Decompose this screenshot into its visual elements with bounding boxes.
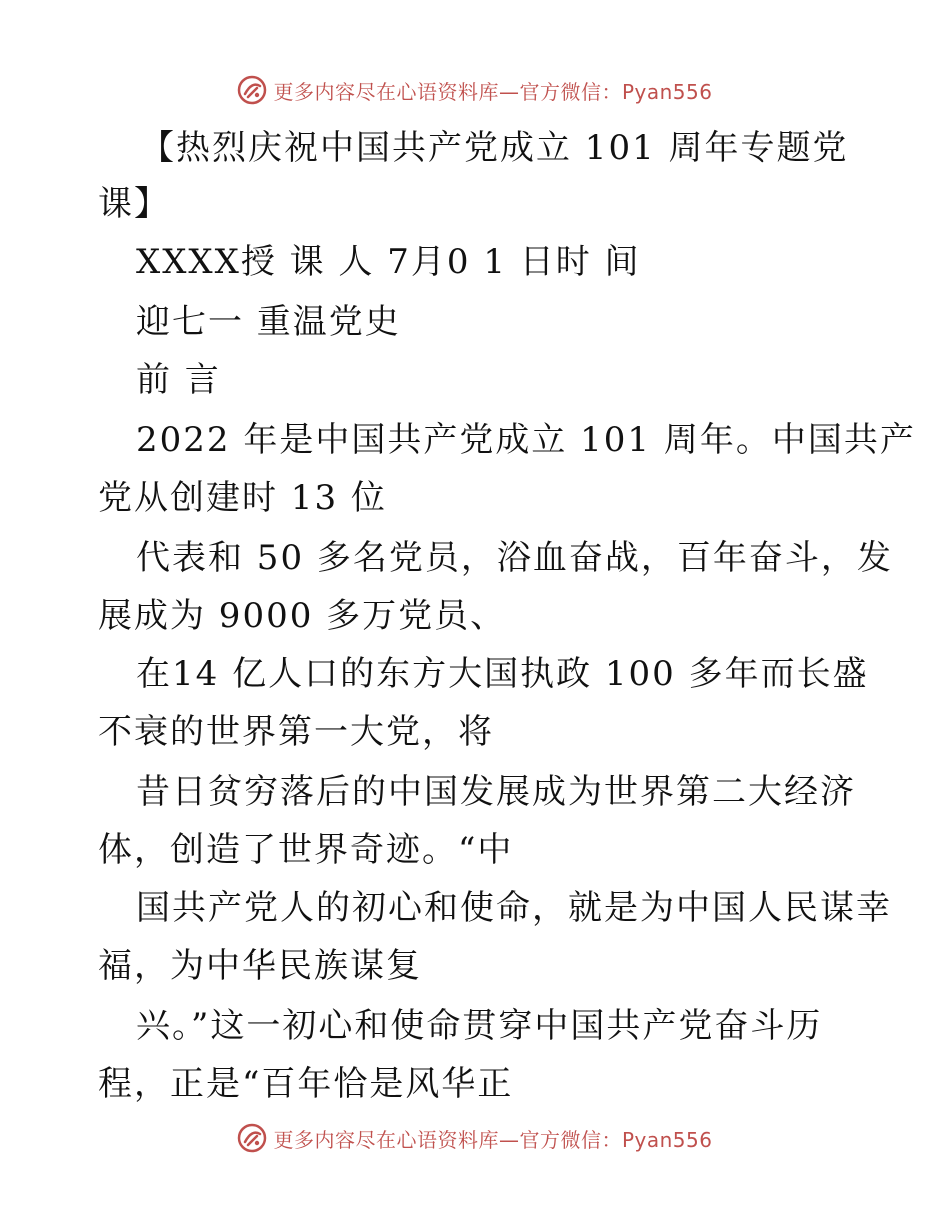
footer-watermark xyxy=(0,1118,950,1158)
paragraph-line: 党从创建时 13 位 xyxy=(98,478,387,518)
paragraph-line: 福，为中华民族谋复 xyxy=(98,946,422,986)
paragraph-line: 国共产党人的初心和使命，就是为中国人民谋幸 xyxy=(136,888,892,928)
subtitle-line: 迎七一 重温党史 xyxy=(136,302,401,342)
lecture-info-line: XXXX授 课 人 7月0 1 日时 间 xyxy=(136,242,641,282)
paragraph-line: 代表和 50 多名党员，浴血奋战，百年奋斗，发 xyxy=(136,538,893,578)
paragraph-line: 昔日贫穷落后的中国发展成为世界第二大经济 xyxy=(136,772,856,812)
header-watermark xyxy=(0,70,950,110)
seal-logo-icon xyxy=(237,75,267,105)
paragraph-line: 程，正是“百年恰是风华正 xyxy=(98,1064,514,1104)
document-title-line-2: 课】 xyxy=(98,184,170,224)
paragraph-line: 在14 亿人口的东方大国执政 100 多年而长盛 xyxy=(136,654,869,694)
section-heading-preface: 前 言 xyxy=(136,360,221,400)
paragraph-line: 兴。”这一初心和使命贯穿中国共产党奋斗历 xyxy=(136,1006,823,1046)
watermark-text: 更多内容尽在心语资料库—官方微信：Pyan556 xyxy=(273,1127,713,1152)
watermark-text: 更多内容尽在心语资料库—官方微信：Pyan556 xyxy=(273,79,713,104)
paragraph-line: 体，创造了世界奇迹。“中 xyxy=(98,830,514,870)
paragraph-line: 不衰的世界第一大党，将 xyxy=(98,712,494,752)
document-title-line-1: 【热烈庆祝中国共产党成立 101 周年专题党 xyxy=(140,128,849,168)
paragraph-line: 2022 年是中国共产党成立 101 周年。中国共产 xyxy=(136,420,916,460)
seal-logo-icon xyxy=(237,1123,267,1153)
paragraph-line: 展成为 9000 多万党员、 xyxy=(98,596,507,636)
